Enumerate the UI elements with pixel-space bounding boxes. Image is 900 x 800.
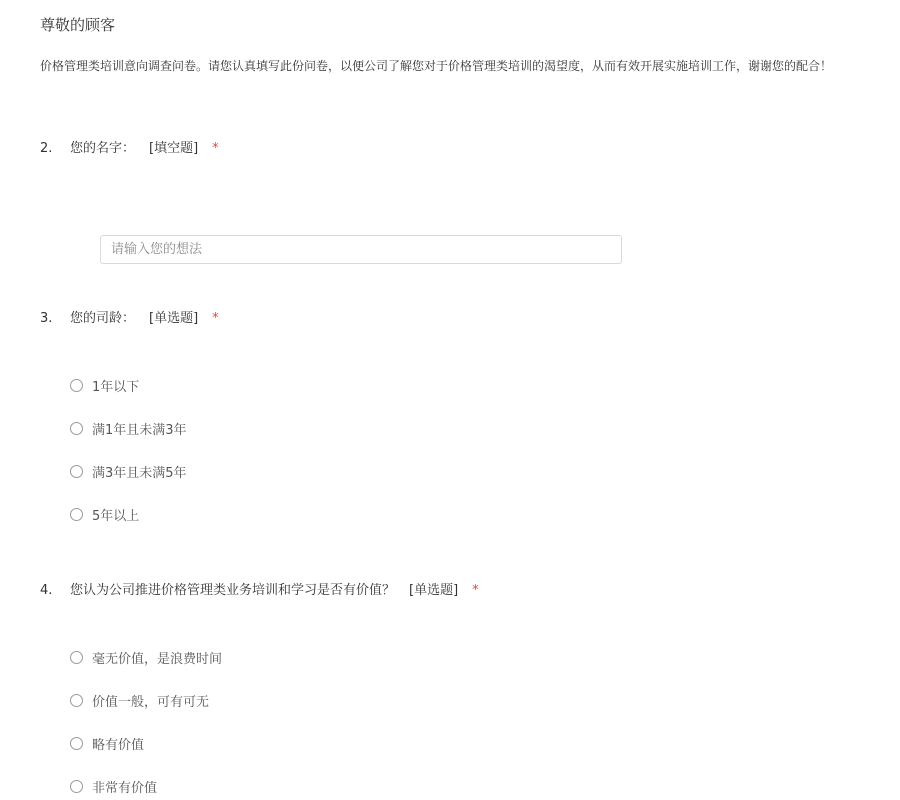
option-label: 略有价值: [92, 738, 145, 753]
question-3-required-marker: *: [212, 311, 219, 326]
value-option-2[interactable]: [70, 691, 209, 710]
question-4-type: [单选题]: [409, 583, 459, 598]
radio-circle-icon[interactable]: [70, 422, 83, 435]
radio-circle-icon[interactable]: [70, 651, 83, 664]
tenure-option-2[interactable]: [70, 419, 187, 438]
value-option-4[interactable]: [70, 777, 157, 796]
radio-circle-icon[interactable]: [70, 508, 83, 521]
value-option-1[interactable]: [70, 648, 222, 667]
survey-greeting: 尊敬的顾客: [40, 16, 116, 34]
radio-circle-icon[interactable]: [70, 379, 83, 392]
radio-circle-icon[interactable]: [70, 780, 83, 793]
question-2-required-marker: *: [212, 141, 219, 156]
survey-intro: 价格管理类培训意向调查问卷。请您认真填写此份问卷，以便公司了解您对于价格管理类培训的渴望度，从而有效开展实施培训工作，谢谢您的配合！: [40, 59, 833, 73]
option-label: 毫无价值，是浪费时间: [92, 652, 223, 667]
option-label: 1年以下: [92, 380, 140, 395]
question-4-title: 您认为公司推进价格管理类业务培训和学习是否有价值？: [70, 583, 396, 598]
radio-circle-icon[interactable]: [70, 737, 83, 750]
option-label: 5年以上: [92, 509, 140, 524]
option-label: 满3年且未满5年: [92, 466, 187, 481]
question-4-number: 4.: [40, 583, 53, 598]
name-input[interactable]: [100, 235, 622, 264]
question-3-number: 3.: [40, 311, 53, 326]
radio-circle-icon[interactable]: [70, 465, 83, 478]
option-label: 价值一般，可有可无: [92, 695, 210, 710]
tenure-option-3[interactable]: [70, 462, 187, 481]
value-option-3[interactable]: [70, 734, 144, 753]
option-label: 非常有价值: [92, 781, 158, 796]
question-2-heading: [40, 137, 219, 156]
question-3-heading: [40, 307, 219, 326]
radio-circle-icon[interactable]: [70, 694, 83, 707]
question-3-type: [单选题]: [149, 311, 199, 326]
question-2-number: 2.: [40, 141, 53, 156]
question-2-type: [填空题]: [149, 141, 199, 156]
option-label: 满1年且未满3年: [92, 423, 187, 438]
question-4-required-marker: *: [472, 583, 479, 598]
question-2-title: 您的名字：: [70, 141, 136, 156]
tenure-option-1[interactable]: [70, 376, 139, 395]
question-4-heading: [40, 579, 479, 598]
tenure-option-4[interactable]: [70, 505, 139, 524]
question-3-title: 您的司龄：: [70, 311, 136, 326]
